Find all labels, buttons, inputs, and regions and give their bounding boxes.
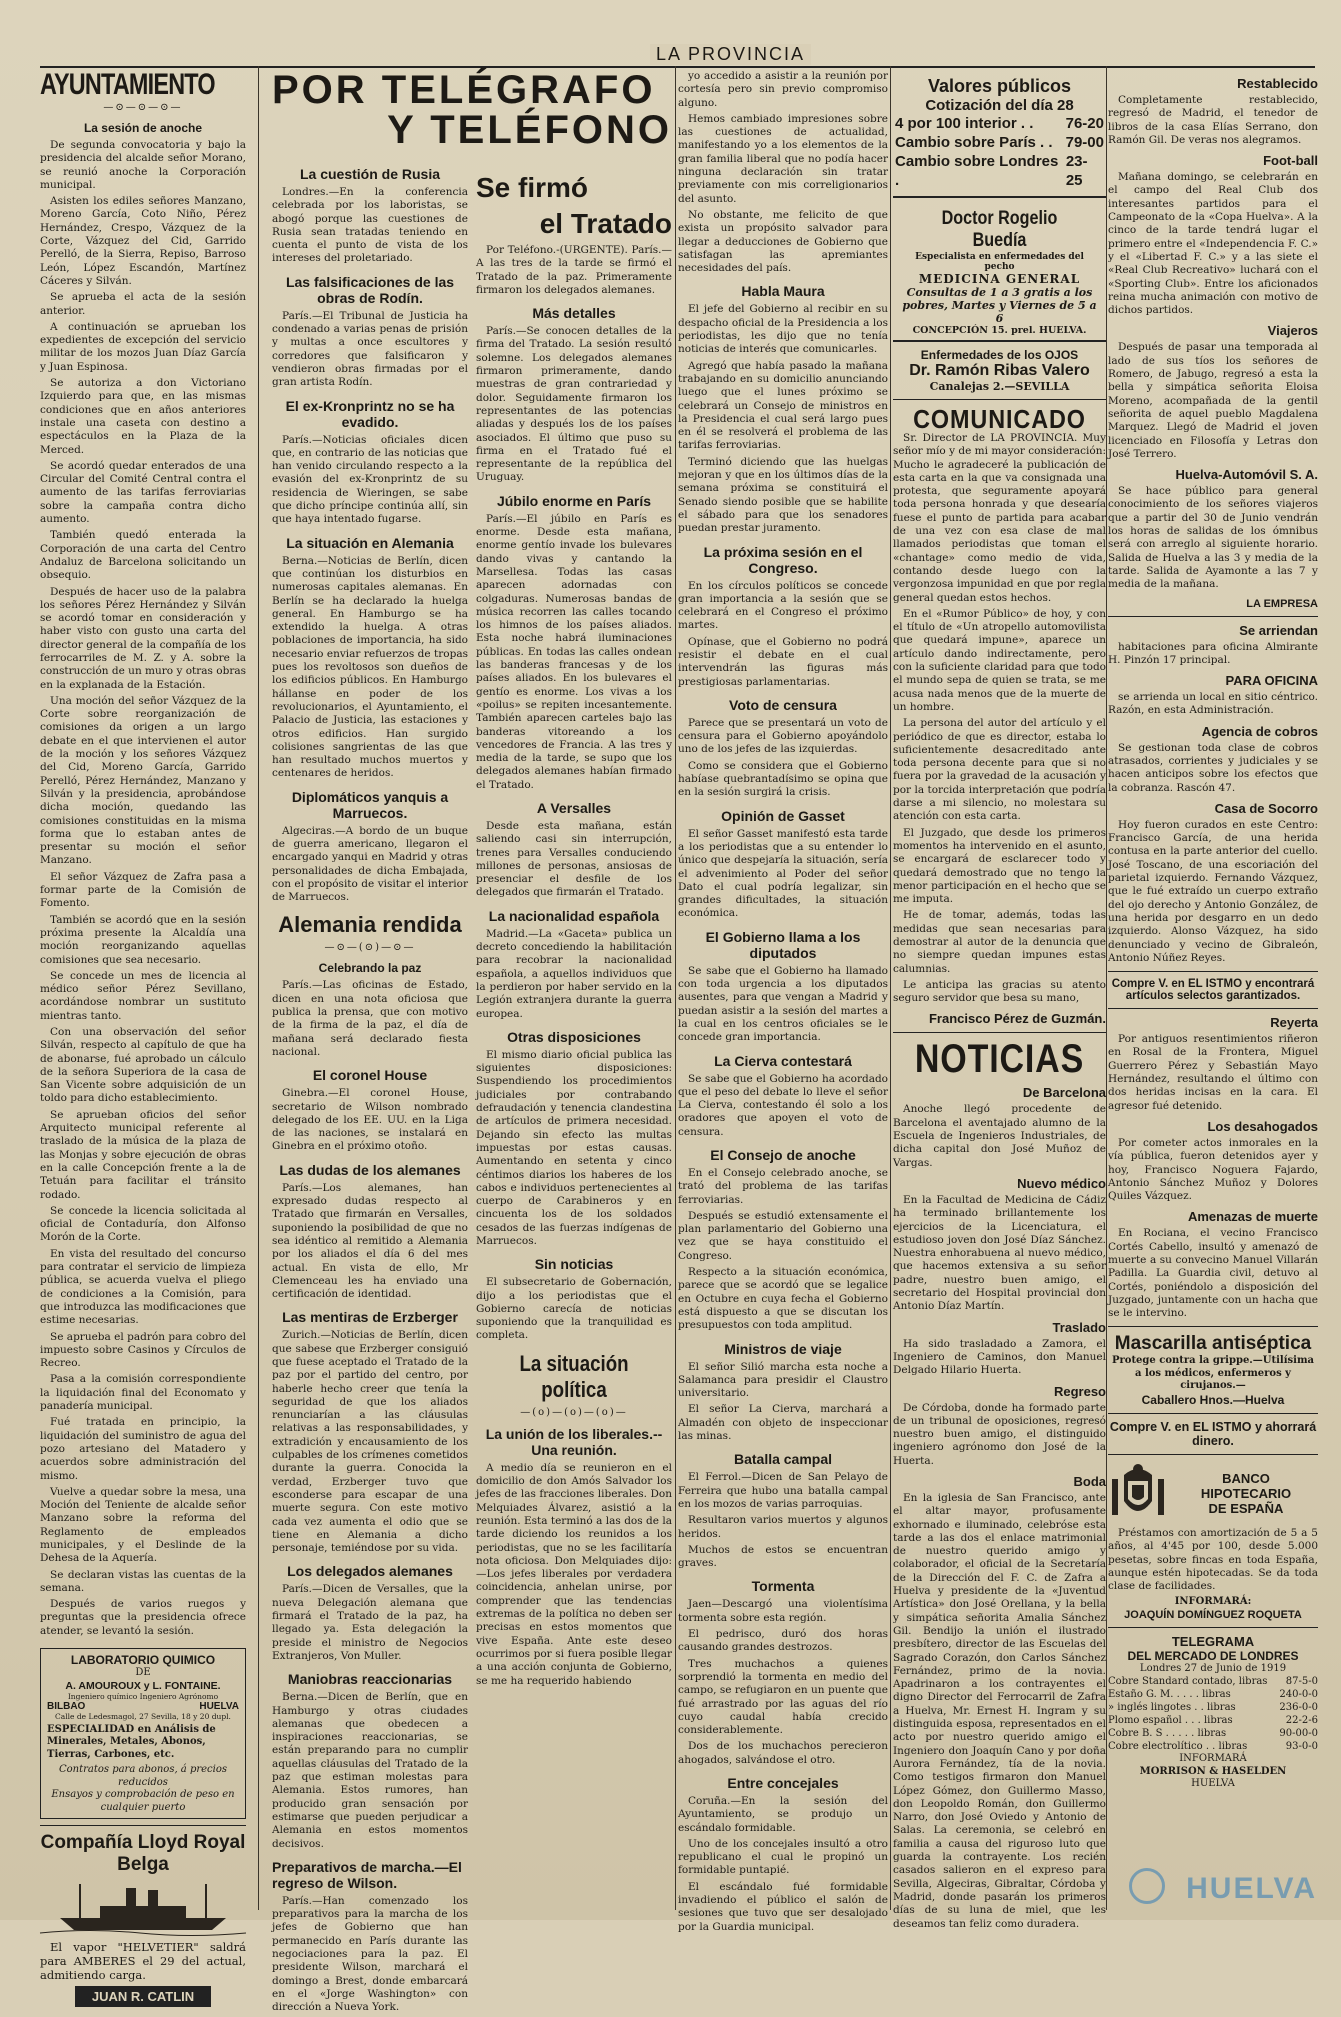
paragraph: No obstante, me felicito de que exista un propósito salvador para llegar a deducciones de Gobierno que satisfagan las apremiantes necesidades del país. xyxy=(678,208,888,275)
paragraph: De Córdoba, donde ha formado parte de un tribunal de oposiciones, regresó nuestro buen amigo, el distinguido ingeniero agrónomo don José de la Huerta. xyxy=(893,1401,1106,1467)
article-heading: Maniobras reaccionarias xyxy=(287,1671,453,1688)
article-heading: El ex-Kronprintz no se ha evadido. xyxy=(285,397,455,430)
column-ayuntamiento xyxy=(40,68,246,2005)
paragraph: Coruña.—En la sesión del Ayuntamiento, se produjo un escándalo formidable. xyxy=(678,1794,888,1834)
row-value: 93-0-0 xyxy=(1285,1741,1318,1753)
telegrama-subtitle: DEL MERCADO DE LONDRES xyxy=(1127,1648,1299,1663)
article-heading: Boda xyxy=(1073,1474,1106,1489)
article-heading: El Consejo de anoche xyxy=(710,1147,856,1163)
paragraph: Hoy fueron curados en este Centro: Francisco García, de una herida contusa en la parte anterior del cuello. José Toscano, de una escoriación del parietal izquierdo. Fernando Vázquez, que le fué extraído un cuerpo extraño del ojo derecho y Antonio González, de una herida por desgarro en un dedo izquierdo. Alonso Vázquez, ha sido denunciado y vecino de Gibraleón, Antonio Núñez Reyes. xyxy=(1108,818,1318,964)
paragraph: Jaen—Descargó una violentísima tormenta sobre esta región. xyxy=(678,1598,888,1624)
table-row xyxy=(1108,1714,1318,1727)
table-row xyxy=(1108,1727,1318,1740)
ad-title: LABORATORIO QUIMICO xyxy=(70,1653,216,1668)
paragraph: El jefe del Gobierno al recibir en su despacho oficial de la Presidencia a los periodistas, les dijo que no tenía noticias de interés que comunicarles. xyxy=(678,303,888,356)
paragraph: París.—Noticias oficiales dicen que, en contrario de las noticias que han venido circulando respecto a la evasión del ex-Kronprintz de su residencia de Wieringen, se sabe que dicho príncipe continúa allí, sin que haya intentado fugarse. xyxy=(272,433,468,526)
steamship-illustration xyxy=(40,1876,246,1936)
ad-text: Calle de Ledesmagol, 27 Sevilla, 18 y 20 dupl. xyxy=(55,1711,231,1721)
paragraph: Agregó que había pasado la mañana trabajando en su domicilio anunciando luego que el lunes próximo se celebrará un Consejo de ministros en la Presidencia el cual será largo pues en él se resolverá el problema de las tarifas ferroviarias. xyxy=(678,359,888,452)
paragraph: El pedrisco, duró dos horas causando grandes destrozos. xyxy=(678,1628,888,1654)
row-value: 236-0-0 xyxy=(1279,1702,1318,1714)
row-value: 240-0-0 xyxy=(1279,1689,1318,1701)
row-label: Cobre electrolítico . . libras xyxy=(1108,1741,1248,1753)
column-rule xyxy=(1106,66,1107,1910)
article-heading: Habla Maura xyxy=(741,283,825,300)
paragraph: Después de pasar una temporada al lado de sus tíos los señores de Romero, de Jabugo, regresó a esta la bella y simpática señorita Eloisa Moreno, acompañada de la gentil señorita de aquel pueblo Magdalena Marquez. Llegó de Madrid el joven licenciado en Filosofía y Letras don José Terrero. xyxy=(1108,341,1318,460)
row-value: 79-00 xyxy=(1065,134,1104,151)
article-subheading: La unión de los liberales.--Una reunión. xyxy=(485,1425,663,1458)
paragraph: Préstamos con amortización de 5 a 5 años, al 4'45 por 100, desde 5.000 pesetas, sobre fincas en toda España, aunque estén hipotecadas. Se da toda clase de facilidades. xyxy=(1108,1526,1318,1593)
paragraph: Parece que se presentará un voto de censura para el Gobierno apoyándolo uno de los jefes de las izquierdas. xyxy=(678,716,888,756)
paragraph: El señor Silió marcha esta noche a Salamanca para presidir el Claustro universitario. xyxy=(678,1360,888,1400)
subcolumn-left xyxy=(272,158,468,2017)
paragraph: Uno de los concejales insultó a otro republicano el cual le propinó un formidable puntapié. xyxy=(678,1837,888,1877)
signature: Francisco Pérez de Guzmán. xyxy=(928,1011,1106,1027)
article-heading: Agencia de cobros xyxy=(1201,723,1318,739)
row-label: » inglés lingotes . . libras xyxy=(1108,1702,1236,1714)
paragraph: El señor Gasset manifestó esta tarde a los periodistas que a su entender lo único que despejaría la situación, sería el advenimiento al Poder del señor Dato el cual podría legalizar, sin grandes dificultades, la situación económica. xyxy=(678,827,888,920)
article-heading-large: Alemania rendida xyxy=(278,912,462,938)
valores-table xyxy=(895,114,1104,190)
column-sucesos xyxy=(1108,70,1318,1908)
ad-title: Doctor Rogelio Buedía xyxy=(941,208,1058,251)
paragraph: En la iglesia de San Francisco, ante el altar mayor, profusamente exhornado e iluminado, celebróse esta tarde a las dos el enlace matrimonial de nuestro querido amigo y colaborador, el oficial de la Secretaría de la Dirección del F. C. de Zafra a Huelva y presidente de la «Juventud Artística» don José Orellana, y la bella y simpática señorita Amalia Sánchez Gil. Bendijo la unión el ilustrado presbítero, director de las Escuelas del Sagrado Corazón, don Carlos Sánchez Fernández, primo de la novia. Apadrinaron a los contrayentes el digno Director del Ferrocarril de Zafra a Huelva, Mr. Ernest H. Ingram y su distinguida esposa, representados en el acto por nuestro querido amigo el Ingeniero don Joaquín Cano y por doña Aurora Fernández, tía de la novia. Como testigos firmaron don Manuel López Gómez, don Guillermo Masso, don Leopoldo Román, don Guillermo Narro, don José Oviedo y Antonio de Salas. La ceremonia, se celebró en familia a causa del riguroso luto que guarda la contrayente. Los recién casados salieron en el expreso para Sevilla, Algeciras, Gibraltar, Córdoba y Madrid, donde pasarán los primeros días de su luna de miel, que les deseamos tan feliz como duradera. xyxy=(893,1492,1106,1930)
paragraph: París.—El Tribunal de Justicia ha condenado a varias penas de prisión y multas a once escultores y corredores que falsificaron y vendieron obras firmadas por el gran artista Rodín. xyxy=(272,309,468,389)
paragraph: A medio día se reunieron en el domicilio de don Amós Salvador los jefes de las fracciones liberales. Don Melquiades Álvarez, asistió a la reunión. Esta terminó a las dos de la tarde diciendo los reunidos a los periodistas, que no se les facilitaría nota oficiosa. Don Melquiades dijo: —Los jefes liberales por verdadera coincidencia, anhelan unirse, por comprender que las tendencias extremas de la política no deben ser precisas en estos momentos que vive España. Ante este deseo ocurrimos por si fuera posible llegar a una acción conjunta de Gobierno, se me ha requerido habiendo xyxy=(476,1461,672,1687)
article-heading: Foot-ball xyxy=(1263,153,1318,169)
paragraph: El mismo diario oficial publica las siguientes disposiciones: Suspendiendo los procedimientos judiciales por contrabando defraudación y tenencia clandestina de artículos de primera necesidad. Dejando sin efecto las multas impuestas por estas causas. Aumentando en setenta y cinco céntimos diarios los haberes de los cabos e individuos pertenecientes al cuerpo de Carabineros y en cincuenta los de los soldados cesados de las fuerzas indígenas de Marruecos. xyxy=(476,1048,672,1247)
paragraph: Opínase, que el Gobierno no podrá resistir el debate en el cual intervendrán las figuras más prestigiosas parlamentarias. xyxy=(678,635,888,688)
ad-el-istmo: Compre V. en EL ISTMO y encontrará artículos selectos garantizados. xyxy=(1111,978,1315,1003)
ad-catlin-logo: JUAN R. CATLIN xyxy=(75,1986,211,2007)
ad-laboratorio xyxy=(40,1648,246,1819)
article-heading: La próxima sesión en el Congreso. xyxy=(703,543,863,576)
paragraph: Berna.—Dicen de Berlín, que en Hamburgo y otras ciudades alemanas que obedecen a inspiraciones reaccionarias, se están preparando para no cumplir aquellas cláusulas del Tratado de la paz que estiman molestas para Alemania. Estos rumores, han producido gran sensación por estimarse que pueden perjudicar a Alemania en estos momentos decisivos. xyxy=(272,1691,468,1850)
article-heading: El Gobierno llama a los diputados xyxy=(705,928,861,961)
paragraph: El Ferrol.—Dicen de San Pelayo de Ferreira que hubo una batalla campal en los mozos de varias parroquias. xyxy=(678,1471,888,1510)
section-title: Y TELÉFONO xyxy=(387,108,672,152)
row-label: Cambio sobre Londres . xyxy=(895,153,1059,189)
table-row xyxy=(895,114,1104,133)
column-telegrafo xyxy=(272,68,672,2014)
row-value: 90-00-0 xyxy=(1279,1728,1318,1740)
archive-watermark: HUELVA xyxy=(1186,1872,1317,1905)
ad-city: BILBAO xyxy=(47,1700,86,1712)
column-rule xyxy=(890,66,891,1910)
paragraph: De segunda convocatoria y bajo la presidencia del alcalde señor Morano, se reunió anoche la Corporación municipal. xyxy=(40,139,246,191)
column-valores-noticias xyxy=(893,70,1106,1930)
ad-text: INFORMARÁ xyxy=(1179,1753,1247,1765)
column-rule xyxy=(258,66,259,1910)
ad-text: CONCEPCIÓN 15. prel. HUELVA. xyxy=(912,325,1087,336)
ad-text: MORRISON & HASELDEN xyxy=(1139,1765,1287,1777)
paragraph: Después de varios ruegos y preguntas que la presidencia ofrece atender, se levantó la sesión. xyxy=(40,1598,246,1637)
paragraph: Mañana domingo, se celebrarán en el campo del Real Club dos interesantes partidos para el Campeonato de la «Copa Huelva». A la cinco de la tarde tendrá lugar el primero entre el «Independencia F. C.» y el «Libertad F. C.» y a las siete el «Real Club Recreativo» luchará con el «Sporting Club». Entre los aficionados reina mucha animación con motivo de dichos partidos. xyxy=(1108,171,1318,317)
article-heading: Batalla campal xyxy=(733,1451,833,1468)
row-value: 76-20 xyxy=(1065,115,1104,132)
paragraph: París.—Los alemanes, han expresado dudas respecto al Tratado que firmarán en Versalles, suponiendo la posibilidad de que no sea idéntico al remitido a Alemania por los aliados el día 6 del mes actual. En vista de ello, Mr Clemenceau les ha enviado una certificación de identidad. xyxy=(272,1181,468,1301)
paragraph: Se concede la licencia solicitada al oficial de Contaduría, don Alfonso Morón de la Corte. xyxy=(40,1204,246,1244)
paragraph: habitaciones para oficina Almirante H. Pinzón 17 principal. xyxy=(1108,640,1318,666)
article-heading: Sin noticias xyxy=(534,1256,614,1273)
paragraph: En Rociana, el vecino Francisco Cortés Cabello, insultó y amenazó de muerte a su convecino Manuel Villarán Padilla. La Guardia civil, detuvo al Cortés, poniéndolo a disposición del Juzgado, juntamente con un hacha que se le intervino. xyxy=(1108,1227,1318,1320)
paragraph: La persona del autor del artículo y el periódico de que es director, estaba lo suficientemente desacreditado ante toda persona decente para que si no fuera por la gravedad de la acusación y por la torcida interpretación que podría darse a mi silencio, no molestara su atención con esta carta. xyxy=(893,717,1106,823)
ad-doctor-buedia xyxy=(893,204,1106,342)
paragraph: yo accedido a asistir a la reunión por cortesía pero sin previo compromiso alguno. xyxy=(678,70,888,109)
table-row xyxy=(1108,1740,1318,1753)
paragraph: Se declaran vistas las cuentas de la semana. xyxy=(40,1568,246,1594)
row-value: 23-25 xyxy=(1065,153,1088,189)
paragraph: Vuelve a quedar sobre la mesa, una Moción del Teniente de alcalde señor Manzano sobre la reforma del Reglamento de empleados municipales, y el Deslinde de la Dehesa de la Aquería. xyxy=(40,1485,246,1565)
ad-text: Ingeniero químico Ingeniero Agrónomo xyxy=(67,1691,219,1701)
paragraph: París.—Dicen de Versalles, que la nueva Delegación alemana que firmará el Tratado de la paz, ha llegado ya. Esta delegación la preside el ministro de Negocios Extranjeros, Von Muller. xyxy=(272,1583,468,1662)
table-row xyxy=(895,152,1104,190)
paragraph: Le anticipa las gracias su atento seguro servidor que besa su mano, xyxy=(893,978,1106,1005)
ad-title: HIPOTECARIO xyxy=(1200,1486,1292,1502)
ad-text: Enfermedades de los OJOS xyxy=(920,348,1079,362)
ad-title: DE ESPAÑA xyxy=(1208,1501,1284,1517)
valores-subtitle: Cotización del día 28 xyxy=(925,97,1074,114)
paragraph: París.—Las oficinas de Estado, dicen en una nota oficiosa que publica la prensa, que con motivo de la firma de la paz, el día de mañana será declarado fiesta nacional. xyxy=(272,979,468,1058)
paragraph: Respecto a la situación económica, parece que se acordó que se legalice en Octubre en cuya fecha el Gobierno está dispuesto a que se discutan los presupuestos con toda amplitud. xyxy=(678,1266,888,1332)
ad-mascarilla-title: Mascarilla antiséptica xyxy=(1114,1333,1312,1355)
paragraph: Berna.—Noticias de Berlín, dicen que continúan los disturbios en numerosas capitales alemanas. En Berlín se ha declarado la huelga general. En Hamburgo se ha extendido la huelga. A otras poblaciones de importancia, ha sido necesario enviar refuerzos de tropas pues los revoltosos son dueños de los edificios públicos. En Hamburgo hállanse en poder de los revolucionarios, el Ayuntamiento, el Palacio de Justicia, las estaciones y otros edificios. Han surgido colisiones sangrientas de las que han resultado muchos muertos y centenares de heridos. xyxy=(272,554,468,780)
ad-text: Canalejas 2.—SEVILLA xyxy=(929,380,1070,393)
article-subheading: Celebrando la paz xyxy=(318,961,422,976)
paragraph: Se hace público para general conocimiento de los señores viajeros que a partir del 30 de Junio vendrán los horas de salidas de los ómnibus será con arreglo al siguiente horario. Salida de Huelva a las 3 y media de la tarde. Salida de Ayamonte a las 7 y media de la mañana. xyxy=(1108,485,1318,591)
valores-title: Valores públicos xyxy=(927,76,1072,96)
paragraph: El señor La Cierva, marchará a Almadén con objeto de inspeccionar las minas. xyxy=(678,1403,888,1443)
article-heading: Diplomáticos yanquis a Marruecos. xyxy=(291,788,449,821)
ad-lloyd-text: El vapor "HELVETIER" saldrá para AMBERES el 29 del actual, admitiendo carga. xyxy=(40,1940,246,1983)
section-title: POR TELÉGRAFO xyxy=(272,68,656,112)
ad-lloyd-title: Compañía Lloyd Royal Belga xyxy=(40,1832,246,1876)
article-heading: A Versalles xyxy=(536,799,612,816)
paragraph: En el Consejo celebrado anoche, se trató del problema de las tarifas ferroviarias. xyxy=(678,1167,888,1206)
paragraph: París.—Se conocen detalles de la firma del Tratado. La sesión resultó solemne. Los delegados alemanes firmaron primeramente, dando muestras de gran contrariedad y dolor. Seguidamente firmaron los representantes de las potencias aliadas y después los de los países asociados. El último que puso su firma en el Tratado fué el representante de la república del Uruguay. xyxy=(476,325,672,484)
article-heading: Otras disposiciones xyxy=(507,1028,641,1045)
paragraph: Ha sido trasladado a Zamora, el Ingeniero de Caminos, don Manuel Delgado Hilario Huerta. xyxy=(893,1337,1106,1377)
ad-city: HUELVA xyxy=(199,1700,239,1712)
paragraph: Anoche llegó procedente de Barcelona el aventajado alumno de la Escuela de Ingenieros Industriales, de dicha capital don José Muñoz de Vargas. xyxy=(893,1103,1106,1169)
ad-text: Caballero Hnos.—Huelva xyxy=(1141,1392,1285,1407)
paragraph: Se sabe que el Gobierno ha acordado que el peso del debate lo lleve el señor La Cierva, contestando él solo a los oradores que apoyen el voto de censura. xyxy=(678,1072,888,1138)
article-subtitle: La sesión de anoche xyxy=(83,121,203,135)
table-row xyxy=(1108,1701,1318,1714)
headline: el Tratado xyxy=(539,208,672,239)
paragraph: Fué tratada en principio, la liquidación del suministro de agua del pozo artesiano del Matadero y acuerdos sobre administración del mismo. xyxy=(40,1416,246,1482)
paragraph: Como se considera que el Gobierno habíase quebrantadísimo se opina que en la sesión surgirá la crisis. xyxy=(678,759,888,799)
row-label: Estaño G. M. . . . . libras xyxy=(1108,1689,1231,1701)
paragraph: El escándalo fué formidable invadiendo el público el salón de sesiones que tuvo que ser desalojado por la Guardia municipal. xyxy=(678,1880,888,1933)
paragraph: Algeciras.—A bordo de un buque de guerra americano, llegaron el encargado yanqui en Madrid y otras personalidades de dicha Embajada, con el propósito de visitar el interior de Marruecos. xyxy=(272,824,468,904)
paragraph: Londres.—En la conferencia celebrada por los laboristas, se abogó porque las cuestiones de Rusia sean tratadas teniendo en cuenta el punto de vista de los intereses del proletariado. xyxy=(272,186,468,265)
row-label: Cambio sobre París . . xyxy=(895,134,1053,151)
page-header xyxy=(40,44,1315,68)
paragraph: En la Facultad de Medicina de Cádiz ha terminado brillantemente los ejercicios de la Licenciatura, el estudioso joven don José Díaz Sánchez. Nuestra enhorabuena al nuevo médico, que hacemos extensiva a su señor padre, nuestro buen amigo, el secretario del Hospital provincial don Antonio Díaz Martín. xyxy=(893,1193,1106,1313)
article-heading: Amenazas de muerte xyxy=(1187,1209,1318,1225)
paragraph: El Juzgado, que desde los primeros momentos ha intervenido en el asunto, se encargará de esclarecer todo y quedará demostrado que no tengo la menor participación en el hecho que se me imputa. xyxy=(893,826,1106,906)
article-heading: Voto de censura xyxy=(729,696,837,713)
ad-text: Especialista en enfermedades del pecho xyxy=(915,252,1084,272)
paragraph: Se autoriza a don Victoriano Izquierdo para que, en las mismas condiciones que en años anteriores instale una caseta con destino a espectáculos en la Plaza de la Merced. xyxy=(40,377,246,456)
article-heading: Restablecido xyxy=(1237,76,1318,91)
paragraph: El señor Vázquez de Zafra pasa a formar parte de la Comisión de Fomento. xyxy=(40,870,246,910)
paragraph: París.—El júbilo en París es enorme. Desde esta mañana, enorme gentío invade los bulevares dando vivas y cantando la Marsellesa. Todas las casas aparecen adornadas con colgaduras. Numerosas bandas de música recorren las calles tocando los himnos de los países aliados. Esta noche habrá iluminaciones públicas. En todas las calles ondean las banderas francesas y de los países aliados. En los bulevares el gentío es enorme. Los vivas a los «poilus» se repiten incesantemente. También aparecen carteles bajo las banderas vitoreando a los vencedores de Francia. A las tres y media de la tarde, se supo que los delegados alemanes habían firmado el Tratado. xyxy=(476,512,672,791)
row-label: 4 por 100 interior . . xyxy=(895,115,1034,132)
article-heading: La nacionalidad española xyxy=(488,907,660,924)
article-heading: Las falsificaciones de las obras de Rodín. xyxy=(285,273,455,306)
newspaper-title: LA PROVINCIA xyxy=(650,44,811,65)
paragraph: Madrid.—La «Gaceta» publica un decreto concediendo la habilitación para recobrar la nacionalidad española, a aquellos individuos que la perdieron por haber servido en la Legión extranjera durante la guerra europea. xyxy=(476,927,672,1020)
paragraph: En el «Rumor Público» de hoy, y con el título de «Un atropello automovilista que quedará impune», aparece un artículo dando indirectamente, pero con la suficiente claridad para que todo el mundo sepa de quien se trata, se me acusa nada menos que de la muerte de un hombre. xyxy=(893,607,1106,713)
table-row xyxy=(895,133,1104,152)
article-heading: Viajeros xyxy=(1267,323,1318,339)
paragraph: También se acordó que en la sesión próxima presente la Alcaldía una moción reorganizando aquellas comisiones que sea necesario. xyxy=(40,913,246,966)
column-rule xyxy=(675,66,676,1910)
row-value: 87-5-0 xyxy=(1285,1676,1318,1688)
ornament: —⊙—(⊙)—⊙— xyxy=(324,942,416,954)
paragraph: Hemos cambiado impresiones sobre las cuestiones de actualidad, manifestando yo a los elementos de la gran familia liberal que no podía hacer ninguna declaración sin tratar previamente con mis correligionarios del asunto. xyxy=(678,112,888,205)
paragraph: Desde esta mañana, están saliendo casi sin interrupción, trenes para Versalles conduciendo millones de personas, ansiosas de presenciar el desfile de los delegados que firmarán el Tratado. xyxy=(476,819,672,899)
ad-title: BANCO xyxy=(1222,1471,1270,1487)
huelva-archive-logo-icon xyxy=(1129,1868,1165,1904)
paragraph: Resultaron varios muertos y algunos heridos. xyxy=(678,1514,888,1540)
paragraph: Se aprueban oficios del señor Arquitecto municipal referente al traslado de la música de la plaza de las Monjas y sobre ejecución de obras en la calle Concepción frente a la de Tetuán para facilitar el tránsito rodado. xyxy=(40,1108,246,1201)
article-heading: Júbilo enorme en París xyxy=(496,492,652,509)
article-heading: Las mentiras de Erzberger xyxy=(282,1309,458,1326)
article-heading: Opinión de Gasset xyxy=(721,807,845,824)
article-heading: Regreso xyxy=(1053,1383,1106,1399)
row-value: 22-2-6 xyxy=(1285,1715,1318,1727)
section-title: AYUNTAMIENTO xyxy=(40,68,215,101)
subcolumn-right xyxy=(476,158,672,2017)
paragraph: se arrienda un local en sitio céntrico. Razón, en esta Administración. xyxy=(1108,691,1318,717)
article-heading: Preparativos de marcha.—El regreso de Wilson. xyxy=(272,1858,462,1891)
paragraph: He de tomar, además, todas las medidas que sean necesarias para demostrar al autor de la denuncia que no siempre quedan impunes estas calumnias. xyxy=(893,909,1106,975)
column-politica xyxy=(678,70,888,1933)
paragraph: Se gestionan toda clase de cobros atrasados, corrientes y judiciales y se hacen anticipos sobre los efectos que la cobranza. Rascón 47. xyxy=(1108,741,1318,794)
valores-publicos-box xyxy=(893,76,1106,198)
article-heading: Más detalles xyxy=(532,305,616,322)
ad-banco-hipotecario xyxy=(1108,1461,1318,1527)
article-heading: Las dudas de los alemanes xyxy=(279,1161,461,1178)
row-label: Cobre Standard contado, libras xyxy=(1108,1676,1268,1688)
paragraph: Dos de los muchachos perecieron ahogados, salvándose el otro. xyxy=(678,1740,888,1766)
paragraph: Se aprueba el acta de la sesión anterior. xyxy=(40,291,246,317)
paragraph: Ginebra.—El coronel House, secretario de Wilson nombrado delegado de los EE. UU. en la Liga de las naciones, se instalará en Ginebra en el próximo otoño. xyxy=(272,1087,468,1153)
signature: LA EMPRESA xyxy=(1246,597,1318,610)
ad-text: ESPECIALIDAD en Análisis de Minerales, Metales, Abonos, Tierras, Carbones, etc. xyxy=(47,1723,216,1760)
table-row xyxy=(1108,1688,1318,1701)
paragraph: A continuación se aprueban los expedientes de excepción del servicio militar de los mozos Juan Díaz García y Juan Espinosa. xyxy=(40,320,246,373)
headline: Se firmó xyxy=(476,172,589,203)
paragraph: Pasa a la comisión correspondiente la liquidación final del Economato y panadería municipal. xyxy=(40,1373,246,1413)
article-heading: Entre concejales xyxy=(727,1774,839,1791)
ad-text: MEDICINA GENERAL xyxy=(918,272,1081,286)
paragraph: Se concede un mes de licencia al médico señor Pérez Sevillano, acordándose nombrar un sustituto mientras tanto. xyxy=(40,969,246,1022)
paragraph: Se sabe que el Gobierno ha llamado con toda urgencia a los diputados ausentes, para que vengan a Madrid y puedan asistir a la sesión del martes a la cual en los centros oficiales se le concede gran importancia. xyxy=(678,964,888,1044)
row-label: Cobre B. S . . . . . libras xyxy=(1108,1728,1227,1740)
table-row xyxy=(1108,1675,1318,1688)
ad-text: HUELVA xyxy=(1191,1778,1235,1790)
paragraph: Después se estudió extensamente el plan parlamentario del Gobierno una vez que se haya constituido el Congreso. xyxy=(678,1209,888,1262)
ad-text: DE xyxy=(135,1667,151,1679)
paragraph: París.—Han comenzado los preparativos para la marcha de los jefes de Gobierno que han permanecido en París durante las negociaciones para la paz. El presidente Wilson, marchará el domingo a Brest, donde embarcará en el «Jorge Washington» con dirección a Nueva York. xyxy=(272,1894,468,2014)
paragraph: En vista del resultado del concurso para contratar el servicio de limpieza pública, se acuerda vuelva el pliego de condiciones a la Comisión, para que introduzca las modificaciones que estime necesarias. xyxy=(40,1247,246,1327)
telegrama-date: Londres 27 de Junio de 1919 xyxy=(1139,1662,1287,1674)
article-heading: De Barcelona xyxy=(1022,1085,1106,1101)
ad-text: Consultas de 1 a 3 gratis a los pobres, Martes y Viernes de 5 a 6 xyxy=(902,286,1097,325)
paragraph: En los círculos políticos se concede gran importancia a la sesión que se celebrará en el Congreso el próximo martes. xyxy=(678,579,888,632)
ad-names: A. AMOUROUX y L. FONTAINE. xyxy=(65,1679,221,1692)
paragraph: Terminó diciendo que las huelgas mejoran y que en los últimos días de la semana próxima se constituirá el Senado siendo posible que se habilite el sábado para que los senadores puedan prestar juramento. xyxy=(678,455,888,535)
ad-text: Protege contra la grippe.—Utilísima a los médicos, enfermeros y cirujanos.— xyxy=(1111,1355,1315,1392)
paragraph: Asisten los ediles señores Manzano, Moreno García, Coto Niño, Pérez Hernández, Crespo, Vázquez de la Corte, Vázquez del Cid, Garrido Perelló, de la Sierra, Repiso, Barroso León, López Escandón, Martínez Cáceres y Silván. xyxy=(40,195,246,287)
article-heading: Huelva-Automóvil S. A. xyxy=(1175,467,1318,483)
article-heading: Casa de Socorro xyxy=(1214,800,1318,816)
article-heading: Tormenta xyxy=(751,1578,815,1595)
coat-of-arms-icon xyxy=(1108,1461,1168,1527)
article-heading: Nuevo médico xyxy=(1017,1175,1106,1191)
paragraph: Tres muchachos a quienes sorprendió la tormenta en medio del campo, se refugiaron en un puente que fué arrastrado por las aguas del río cuyo caudal había crecido considerablemente. xyxy=(678,1657,888,1737)
article-heading-large: La situación política xyxy=(519,1350,629,1402)
paragraph: Con una observación del señor Silván, respecto al capítulo de que ha de abonarse, fué aprobado un cálculo de la señora Superiora de la casa de San Vicente sobre adquisición de un toldo para dicho establecimiento. xyxy=(40,1026,246,1105)
article-heading: Los delegados alemanes xyxy=(287,1563,453,1580)
paragraph: Por Teléfono.-(URGENTE). París.—A las tres de la tarde se firmó el Tratado de la paz. Primeramente firmaron los delegados alemanes. xyxy=(476,244,672,296)
article-heading: La Cierva contestará xyxy=(714,1052,852,1069)
paragraph: El subsecretario de Gobernación, dijo a los periodistas que el Gobierno carecía de noticias suponiendo que la tranquilidad es completa. xyxy=(476,1276,672,1342)
article-heading: La cuestión de Rusia xyxy=(299,166,441,182)
article-heading: El coronel House xyxy=(312,1067,428,1084)
article-heading: PARA OFICINA xyxy=(1225,673,1318,689)
article-heading: Traslado xyxy=(1052,1319,1106,1335)
ornament: —⊙—⊙—⊙— xyxy=(103,102,183,113)
paragraph: También quedó enterada la Corporación de una carta del Centro Andaluz de Barcelona solicitando un obsequio. xyxy=(40,529,246,582)
ad-text: Contratos para abonos, á precios reducidos xyxy=(58,1764,228,1788)
telegrama-table xyxy=(1108,1675,1318,1753)
paragraph: Una moción del señor Vázquez de la Corte sobre reorganización de comisiones da origen a un largo debate en el que intervienen el autor de la moción y los señores Vázquez del Cid, Moreno García, Garrido Perelló, Pérez Hernández, Manzano y Silván y la presidencia, aprobándose dicha moción, quedando las comisiones constituidas en la misma forma que lo estaban antes de presentar su moción el señor Manzano. xyxy=(40,694,246,867)
ad-text: JOAQUÍN DOMÍNGUEZ ROQUETA xyxy=(1124,1608,1302,1621)
ad-text: INFORMARÁ: xyxy=(1174,1596,1252,1608)
article-heading: Ministros de viaje xyxy=(724,1340,842,1357)
ornament: —(o)—(o)—(o)— xyxy=(520,1406,628,1418)
ad-title: Dr. Ramón Ribas Valero xyxy=(909,362,1090,379)
article-heading: Reyerta xyxy=(1270,1015,1318,1031)
article-heading: La situación en Alemania xyxy=(286,534,454,551)
ad-el-istmo: Compre V. en EL ISTMO y ahorrará dinero. xyxy=(1109,1419,1317,1448)
article-heading: Se arriendan xyxy=(1239,622,1318,638)
paragraph: Sr. Director de LA PROVINCIA. Muy señor mío y de mi mayor consideración: Mucho le agradeceré la publicación de esta carta en la que va consignada una protesta, que seguramente apoyará toda persona honrada y que desearía fuese el punto de partida para acabar de una vez con esa clase de mal llamados periodistas que toman el «chantage» como medio de vida, contando desde luego con la vergonzosa impunidad en que por regla general quedan estos hechos. xyxy=(893,432,1106,604)
ad-doctor-ribas xyxy=(893,348,1106,393)
paragraph: Por cometer actos inmorales en la vía pública, fueron detenidos ayer y hoy, Francisco Noguera Fajardo, Antonio Sánchez Muñoz y Dolores Quiles Vázquez. xyxy=(1108,1136,1318,1203)
section-title: NOTICIAS xyxy=(914,1037,1085,1082)
paragraph: Se aprueba el padrón para cobro del impuesto sobre Casinos y Círculos de Recreo. xyxy=(40,1330,246,1370)
section-title: COMUNICADO xyxy=(913,404,1086,434)
paragraph: Después de hacer uso de la palabra los señores Pérez Hernández y Silván se acordó tomar en consideración y haber visto con gusto una carta del director general de la compañía de los ferrocarriles de M. Z. y A. sobre la construcción de un muro y otras obras en la explanada de la Estación. xyxy=(40,585,246,691)
paragraph: Completamente restablecido, regresó de Madrid, el tenedor de libros de la casa Elías Serrano, don Ramón Gil. De veras nos alegramos. xyxy=(1108,94,1318,146)
paragraph: Por antiguos resentimientos riñeron en Rosal de la Frontera, Miguel Guerrero Pérez y Sebastián Mayo Hernández, resultando el último con dos heridas incisas en la cara. El agresor fué detenido. xyxy=(1108,1033,1318,1112)
paragraph: Se acordó quedar enterados de una Circular del Comité Central contra el aumento de las tarifas ferroviarias sobre la campaña contra dicho aumento. xyxy=(40,459,246,526)
telegrama-title: TELEGRAMA xyxy=(1171,1633,1255,1649)
paragraph: Muchos de estos se encuentran graves. xyxy=(678,1543,888,1570)
paragraph: Zurich.—Noticias de Berlín, dicen que sabese que Erzberger consiguió que fuese aceptado el Tratado de la paz por el partido del centro, por haberle hecho creer que tenía la seguridad de que los aliados renunciarían a las cláusulas relativas a las responsabilidades, y extradición y encausamiento de los culpables de los crímenes cometidos durante la guerra. Conocida la verdad, Erzberger tuvo que esconderse para escapar de una muerte segura. Con este motivo cada vez aumenta el odio que se tiene en Alemania a dicho personaje, temiéndose por su vida. xyxy=(272,1329,468,1555)
article-heading: Los desahogados xyxy=(1207,1118,1318,1134)
row-label: Plomo español . . . libras xyxy=(1108,1715,1233,1727)
ad-text: Ensayos y comprobación de peso en cualquier puerto xyxy=(51,1789,235,1813)
